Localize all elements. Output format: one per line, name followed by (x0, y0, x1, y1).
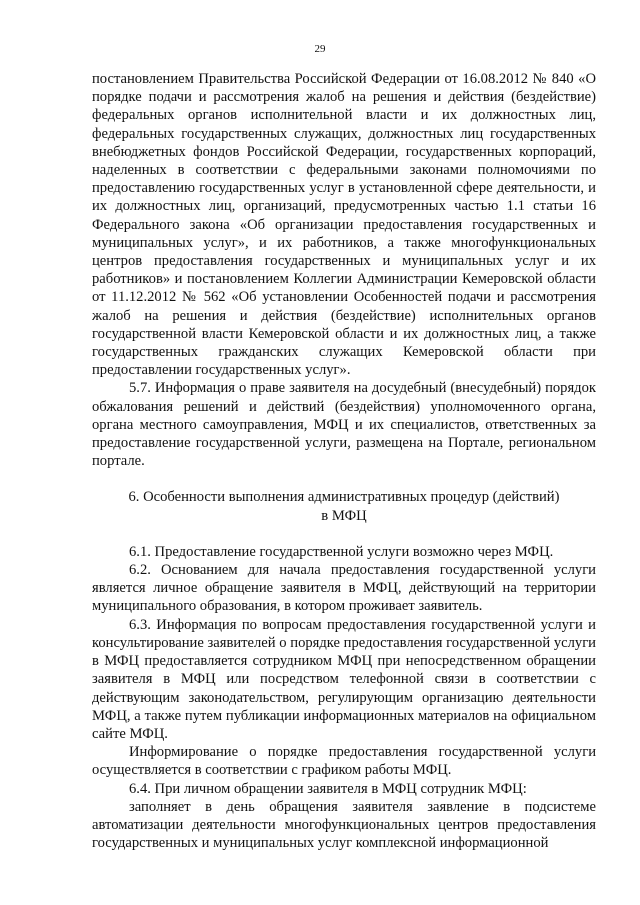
paragraph-6-2: 6.2. Основанием для начала предоставления государственной услуги является личное обращение заявителя в МФЦ, действующий на территории муниципального образования, в котором проживает заявитель. (92, 562, 596, 615)
section6-heading (92, 488, 596, 524)
paragraph-6-4: 6.4. При личном обращении заявителя в МФЦ сотрудник МФЦ: (129, 780, 527, 797)
paragraph-5-7: 5.7. Информация о праве заявителя на досудебный (внесудебный) порядок обжалования решений и действий (бездействия) уполномоченного органа, органа местного самоуправления, МФЦ и их специалистов, ответственных за предоставление государственной услуги, размещена на Портале, региональном портале. (92, 380, 596, 470)
spacer (92, 470, 596, 488)
paragraph-6-4-item: заполняет в день обращения заявителя заявление в подсистеме автоматизации деятельности многофункциональных центров предоставления государственных и муниципальных услуг комплексной информационной (92, 798, 596, 852)
section5-continuation-paragraph: постановлением Правительства Российской Федерации от 16.08.2012 № 840 «О порядке подачи и рассмотрения жалоб на решения и действия (бездействие) федеральных органов исполнительной власти и их должностных лиц, федеральных государственных служащих, должностных лиц государственных внебюджетных фондов Российской Федерации, государственных корпораций, наделенных в соответствии с федеральными законами полномочиями по предоставлению государственных услуг в установленной сфере деятельности, и их должностных лиц, организаций, предусмотренных частью 1.1 статьи 16 Федерального закона «Об организации предоставления государственных и муниципальных услуг», и их работников, а также многофункциональных центров предоставления государственных и муниципальных услуг и их работников» и постановлением Коллегии Администрации Кемеровской области от 11.12.2012 № 562 «Об установлении Особенностей подачи и рассмотрения жалоб на решения и действия (бездействие) исполнительных органов государственной власти Кемеровской области и их должностных лиц, а также государственных гражданских служащих Кемеровской области при предоставлении государственных услуг». (92, 71, 596, 379)
section6-heading-line2: в МФЦ (321, 507, 367, 524)
section6-heading-line1: 6. Особенности выполнения административных процедур (действий) (128, 489, 560, 506)
paragraph-6-3-informing: Информирование о порядке предоставления государственной услуги осуществляется в соответствии с графиком работы МФЦ. (92, 744, 596, 779)
document-body (92, 70, 596, 852)
page-number: 29 (314, 43, 326, 55)
spacer (92, 525, 596, 543)
paragraph-6-3: 6.3. Информация по вопросам предоставления государственной услуги и консультирование заявителей о порядке предоставления государственной услуги в МФЦ предоставляется сотрудником МФЦ при непосредственном обращении заявителя в МФЦ или посредством телефонной связи в соответствии с действующим законодательством, регулирующим организацию деятельности МФЦ, а также путем публикации информационных материалов на официальном сайте МФЦ. (92, 616, 596, 742)
paragraph-6-1: 6.1. Предоставление государственной услуги возможно через МФЦ. (129, 543, 554, 560)
